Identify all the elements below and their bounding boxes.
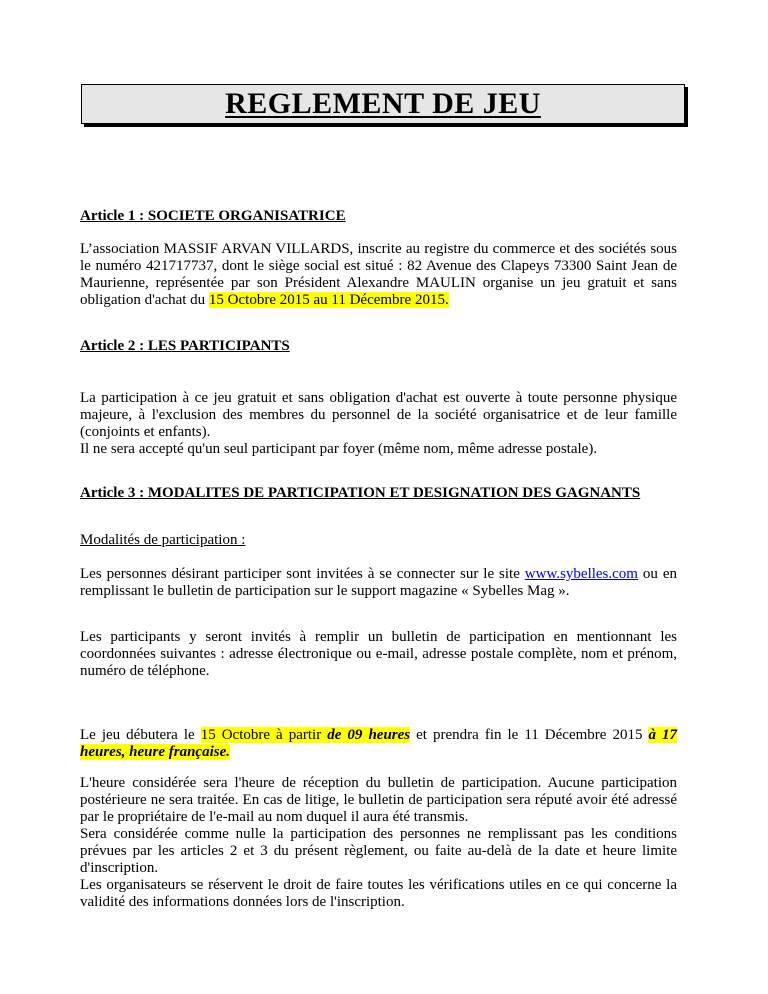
article-2-body <box>80 390 677 458</box>
document-title: REGLEMENT DE JEU <box>225 87 541 120</box>
article-1-body <box>80 241 677 309</box>
article-1-text <box>80 241 677 309</box>
game-schedule-text <box>80 727 677 761</box>
schedule-highlight-1 <box>201 727 410 743</box>
verification-text: Les organisateurs se réservent le droit de faire toutes les vérifications utiles en ce qui concerne la validité des informations données lors de l'inscription. <box>80 877 677 910</box>
article-3-subheading: Modalités de participation : <box>80 532 246 548</box>
schedule-end-text: et prendra fin le 11 Décembre 2015 <box>410 727 649 743</box>
participation-text <box>80 566 677 600</box>
participation-text-end: ou en remplissant le bulletin de participation sur le support magazine « Sybelles Mag ». <box>80 566 677 599</box>
article-2-heading-block <box>80 338 677 355</box>
reception-time-text: L'heure considérée sera l'heure de réception du bulletin de participation. Aucune participation postérieure ne sera traitée. En cas de litige, le bulletin de participation sera réputé avoir été adressé par le propriétaire de l'e-mail au nom duquel il aura été transmis. <box>80 775 677 825</box>
article-1-dates: 15 Octobre 2015 au 11 Décembre 2015. <box>208 292 449 308</box>
sybelles-link[interactable]: www.sybelles.com <box>524 566 638 582</box>
article-3-paragraph-3 <box>80 727 677 761</box>
article-2-heading: Article 2 : LES PARTICIPANTS <box>80 338 290 354</box>
article-3-paragraph-4 <box>80 775 677 911</box>
article-3-heading-block <box>80 485 677 502</box>
document-title-box <box>81 84 685 124</box>
article-3-heading: Article 3 : MODALITES DE PARTICIPATION ET DESIGNATION DES GAGNANTS <box>80 485 641 501</box>
article-3-paragraph-2 <box>80 629 677 680</box>
article-3-subheading-block <box>80 532 677 549</box>
schedule-end-hour: à 17 heures, heure française. <box>80 727 678 760</box>
participant-details-text: Les participants y seront invités à remplir un bulletin de participation en mentionnant les coordonnées suivantes : adresse électronique ou e-mail, adresse postale complète, nom et prénom, numéro de téléphone. <box>80 629 677 679</box>
article-1-text-main: L’association MASSIF ARVAN VILLARDS, inscrite au registre du commerce et des sociétés sous le numéro 421717737, dont le siège social est situé : 82 Avenue des Clapeys 73300 Saint Jean de Maurienne, représentée par son Président Alexandre MAULIN organise un jeu gratuit et sans obligation d'achat du <box>80 241 677 308</box>
schedule-start-hour: de 09 heures <box>327 727 411 743</box>
participation-text-start: Les personnes désirant participer sont invitées à se connecter sur le site <box>80 566 525 582</box>
schedule-start-text: Le jeu débutera le <box>80 727 201 743</box>
article-1-heading: Article 1 : SOCIETE ORGANISATRICE <box>80 208 346 224</box>
article-2-text-2: Il ne sera accepté qu'un seul participant par foyer (même nom, même adresse postale). <box>80 441 598 457</box>
schedule-start-date: 15 Octobre à partir <box>200 727 328 743</box>
article-1-heading-block <box>80 208 677 225</box>
article-2-text-1: La participation à ce jeu gratuit et sans obligation d'achat est ouverte à toute personne physique majeure, à l'exclusion des membres du personnel de la société organisatrice et de leur famille (conjoints et enfants). <box>80 390 677 440</box>
article-3-paragraph-1 <box>80 566 677 600</box>
null-participation-text: Sera considérée comme nulle la participation des personnes ne remplissant pas les conditions prévues par les articles 2 et 3 du présent règlement, ou faite au-delà de la date et heure limite d'inscription. <box>80 826 677 876</box>
